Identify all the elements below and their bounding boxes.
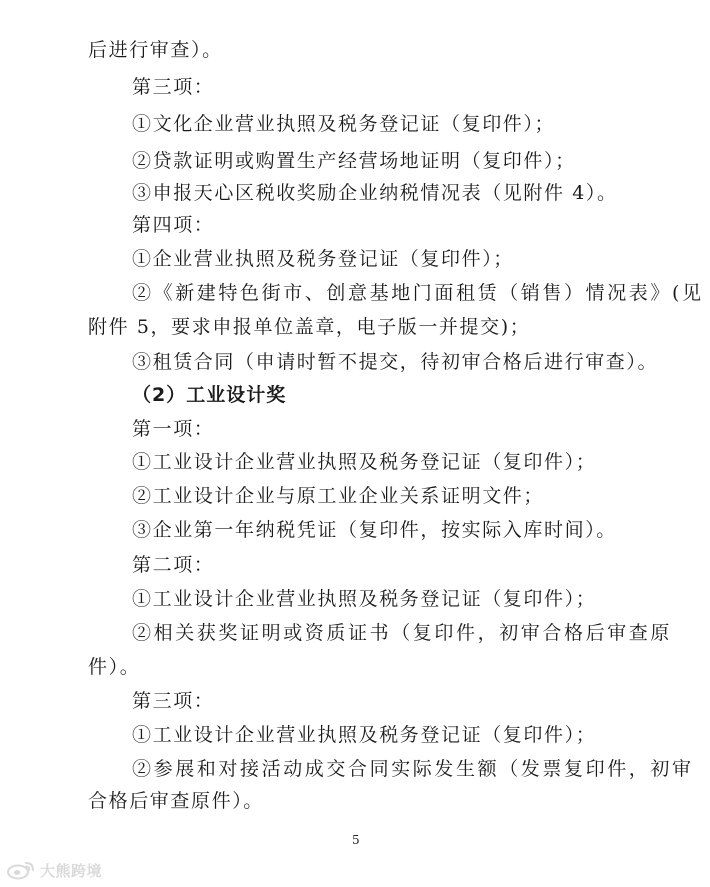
text-line: ②参展和对接活动成交合同实际发生额（发票复印件，初审 bbox=[132, 758, 694, 780]
text-line: 后进行审查）。 bbox=[88, 39, 223, 61]
text-line: ②相关获奖证明或资质证书（复印件，初审合格后审查原 bbox=[132, 622, 673, 644]
text-line: ②《新建特色街市、创意基地门面租赁（销售）情况表》(见 bbox=[132, 282, 704, 304]
item-heading: 第四项： bbox=[132, 214, 215, 236]
text-line: ③租赁合同（申请时暂不提交，待初审合格后进行审查）。 bbox=[132, 351, 659, 373]
page-number: 5 bbox=[352, 833, 360, 847]
text-line: 件）。 bbox=[88, 656, 141, 678]
text-line: ②工业设计企业与原工业企业关系证明文件； bbox=[132, 485, 545, 507]
text-line: 合格后审查原件）。 bbox=[88, 790, 264, 812]
text-line: ③申报天心区税收奖励企业纳税情况表（见附件 4）。 bbox=[132, 182, 618, 204]
text-line: ①工业设计企业营业执照及税务登记证（复印件）； bbox=[132, 588, 597, 610]
text-line: ①企业营业执照及税务登记证（复印件）； bbox=[132, 248, 514, 270]
item-heading: 第三项： bbox=[132, 76, 215, 98]
text-line: 附件 5，要求申报单位盖章，电子版一并提交)； bbox=[88, 316, 531, 338]
text-line: ③企业第一年纳税凭证（复印件，按实际入库时间）。 bbox=[132, 519, 617, 541]
weibo-logo-icon bbox=[6, 860, 36, 880]
text-line: ①文化企业营业执照及税务登记证（复印件）； bbox=[132, 113, 556, 135]
item-heading: 第二项： bbox=[132, 554, 215, 576]
text-line: ①工业设计企业营业执照及税务登记证（复印件）； bbox=[132, 724, 597, 746]
text-line: ②贷款证明或购置生产经营场地证明（复印件）； bbox=[132, 150, 576, 172]
item-heading: 第一项： bbox=[132, 418, 215, 440]
section-heading: （2）工业设计奖 bbox=[132, 384, 287, 406]
item-heading: 第三项： bbox=[132, 690, 215, 712]
text-line: ①工业设计企业营业执照及税务登记证（复印件）； bbox=[132, 451, 597, 473]
watermark-text: 大熊跨境 bbox=[40, 861, 103, 880]
watermark bbox=[6, 858, 102, 882]
